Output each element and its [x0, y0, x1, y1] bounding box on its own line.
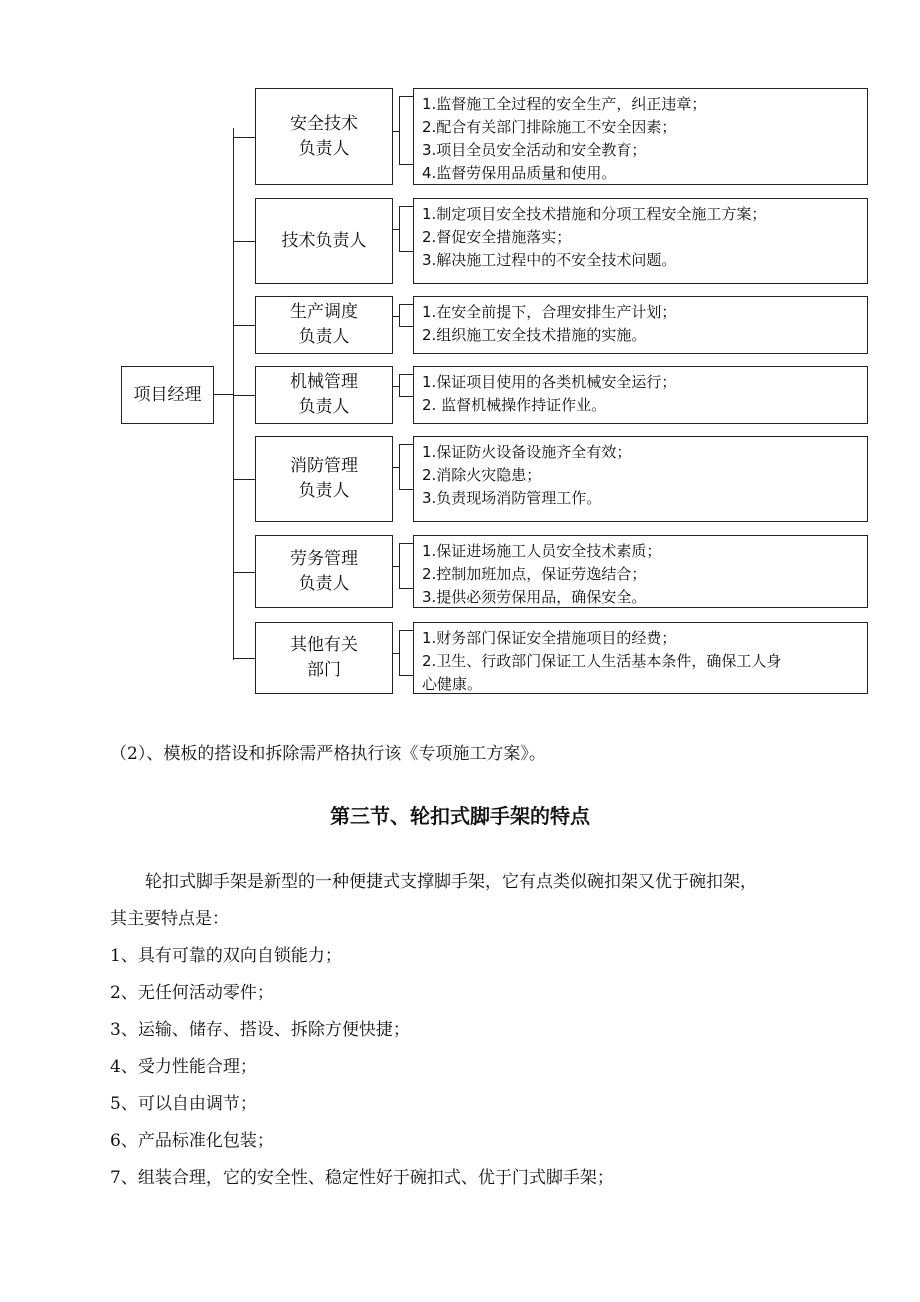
duty-item: 1.保证项目使用的各类机械安全运行； [422, 373, 677, 391]
role-label-line: 负责人 [298, 397, 350, 417]
duty-item: 3.项目全员安全活动和安全教育； [422, 141, 647, 159]
duty-item: 2.消除火灾隐患； [422, 466, 542, 484]
duty-connector [393, 229, 399, 230]
role-label-line: 其他有关 [290, 635, 358, 655]
duty-item: 1.保证进场施工人员安全技术素质； [422, 542, 662, 560]
duty-bracket [399, 304, 413, 327]
role-box [255, 88, 393, 185]
duty-box [413, 366, 868, 424]
role-label-line: 负责人 [298, 327, 350, 347]
duty-box [413, 436, 868, 522]
duty-bracket [399, 444, 413, 490]
duty-item: 心健康。 [422, 675, 483, 693]
duty-box [413, 88, 868, 185]
root-label: 项目经理 [133, 384, 202, 405]
duty-bracket [399, 374, 413, 397]
root-connector [214, 394, 234, 395]
branch-connector [233, 572, 255, 573]
duty-bracket [399, 543, 413, 589]
duty-box [413, 198, 868, 284]
role-label-line: 消防管理 [290, 456, 358, 476]
duty-box [413, 535, 868, 608]
role-label-line: 负责人 [298, 138, 350, 159]
root-box-project-manager [121, 366, 214, 424]
feature-item: 6、产品标准化包装； [110, 1131, 274, 1151]
duty-box [413, 622, 868, 694]
role-box [255, 296, 393, 354]
role-box [255, 198, 393, 284]
intro-line-1: 轮扣式脚手架是新型的一种便捷式支撑脚手架，它有点类似碗扣架又优于碗扣架， [145, 872, 757, 892]
branch-connector [233, 325, 255, 326]
duty-item: 3.提供必须劳保用品，确保安全。 [422, 588, 647, 606]
duty-connector [393, 566, 399, 567]
duty-connector [393, 386, 399, 387]
duty-connector [393, 316, 399, 317]
duty-bracket [399, 630, 413, 676]
duty-item: 2. 监督机械操作持证作业。 [422, 396, 607, 414]
duty-item: 4.监督劳保用品质量和使用。 [422, 164, 617, 182]
branch-connector [233, 395, 255, 396]
branch-connector [233, 479, 255, 480]
duty-item: 2.组织施工安全技术措施的实施。 [422, 326, 647, 344]
duty-item: 1.保证防火设备设施齐全有效； [422, 443, 632, 461]
duty-item: 1.在安全前提下，合理安排生产计划； [422, 303, 677, 321]
feature-item: 5、可以自由调节； [110, 1094, 257, 1114]
branch-connector [233, 241, 255, 242]
role-label-line: 负责人 [298, 573, 350, 594]
duty-item: 2.督促安全措施落实； [422, 228, 572, 246]
duty-bracket [399, 96, 413, 165]
role-label-line: 部门 [307, 660, 341, 680]
branch-connector [233, 137, 255, 138]
branch-connector [233, 658, 255, 659]
feature-item: 3、运输、储存、搭设、拆除方便快捷； [110, 1020, 410, 1040]
duty-item: 1.财务部门保证安全措施项目的经费； [422, 629, 677, 647]
role-label-line: 机械管理 [290, 372, 358, 392]
duty-connector [393, 653, 399, 654]
role-box [255, 366, 393, 424]
feature-item: 2、无任何活动零件； [110, 983, 274, 1003]
role-label-line: 负责人 [298, 481, 350, 501]
role-box [255, 436, 393, 522]
feature-item: 7、组装合理，它的安全性、稳定性好于碗扣式、优于门式脚手架； [110, 1168, 614, 1188]
role-label-line: 安全技术 [290, 113, 358, 134]
section-title: 第三节、轮扣式脚手架的特点 [330, 804, 590, 828]
role-label-line: 技术负责人 [281, 230, 367, 251]
duty-box [413, 296, 868, 354]
duty-connector [393, 467, 399, 468]
feature-item: 1、具有可靠的双向自锁能力； [110, 946, 342, 966]
duty-item: 3.负责现场消防管理工作。 [422, 489, 602, 507]
duty-item: 1.监督施工全过程的安全生产，纠正违章； [422, 95, 707, 113]
duty-item: 2.配合有关部门排除施工不安全因素； [422, 118, 677, 136]
duty-bracket [399, 206, 413, 252]
intro-line-2: 其主要特点是： [110, 909, 229, 929]
duty-connector [393, 131, 399, 132]
role-label-line: 生产调度 [290, 302, 358, 322]
role-box [255, 622, 393, 694]
duty-item: 2.控制加班加点，保证劳逸结合； [422, 565, 647, 583]
duty-item: 3.解决施工过程中的不安全技术问题。 [422, 251, 677, 269]
duty-item: 1.制定项目安全技术措施和分项工程安全施工方案； [422, 205, 767, 223]
role-label-line: 劳务管理 [290, 548, 358, 569]
trunk-line [233, 128, 234, 660]
feature-item: 4、受力性能合理； [110, 1057, 257, 1077]
role-box [255, 535, 393, 608]
duty-item: 2.卫生、行政部门保证工人生活基本条件，确保工人身 [422, 652, 782, 670]
note-paragraph: （2）、模板的搭设和拆除需严格执行该《专项施工方案》。 [110, 744, 546, 764]
